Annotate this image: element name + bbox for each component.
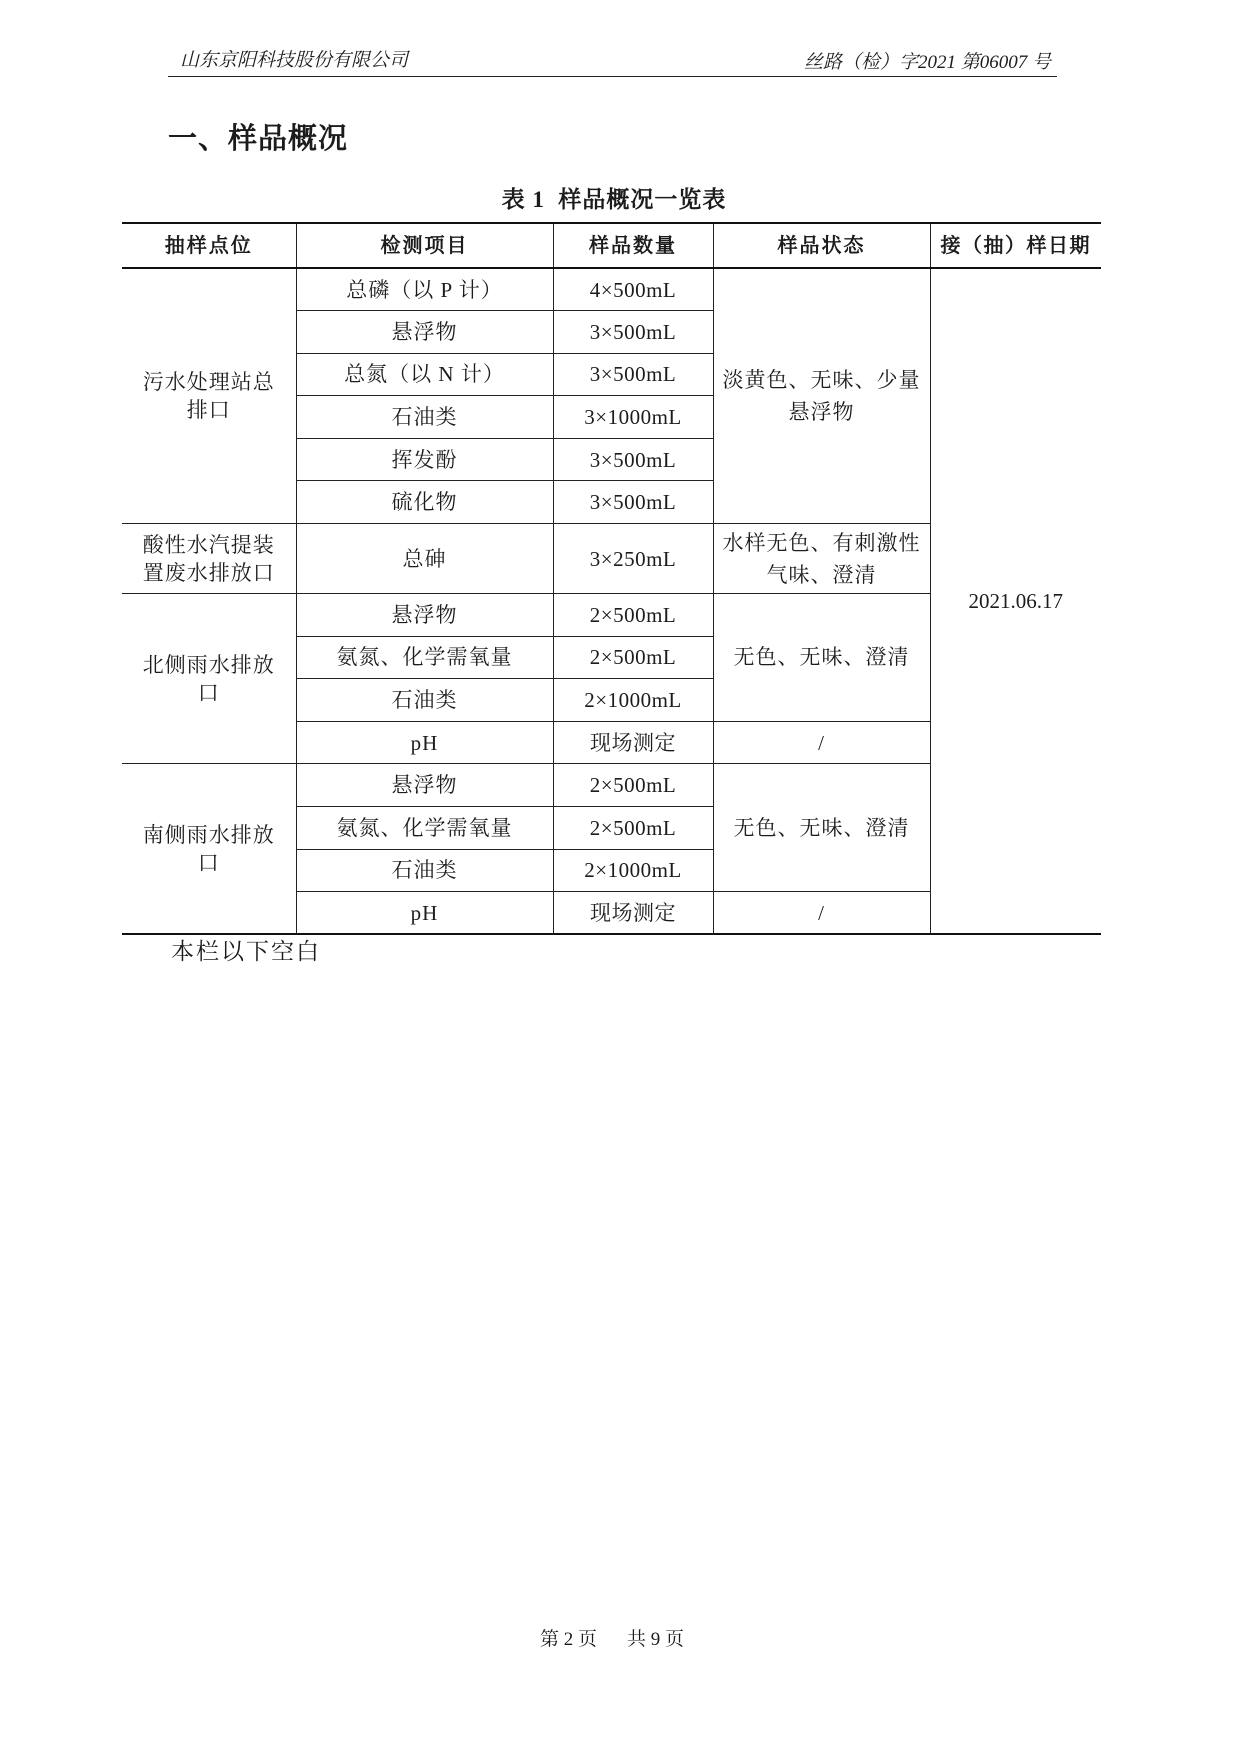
item-cell: 挥发酚 [296, 438, 553, 481]
blank-below-note: 本栏以下空白 [171, 938, 321, 964]
item-cell: 硫化物 [296, 481, 553, 524]
location-cell [122, 594, 296, 764]
location-cell [122, 268, 296, 524]
header-company-name: 山东京阳科技股份有限公司 [180, 50, 409, 71]
item-cell: 悬浮物 [296, 764, 553, 807]
item-cell: 氨氮、化学需氧量 [296, 807, 553, 850]
quantity-cell: 3×500mL [553, 353, 713, 396]
state-cell [713, 594, 930, 722]
item-cell: 石油类 [296, 679, 553, 722]
quantity-cell: 3×500mL [553, 438, 713, 481]
state-label: 无色、无味、澄清 [733, 815, 910, 840]
item-cell: 石油类 [296, 396, 553, 439]
quantity-cell: 现场测定 [553, 892, 713, 935]
section-title: 一、样品概况 [168, 123, 349, 155]
location-label: 北侧雨水排放口 [142, 652, 275, 705]
item-cell: 总氮（以 N 计） [296, 353, 553, 396]
state-cell [713, 764, 930, 892]
col-header-date: 接（抽）样日期 [930, 223, 1101, 268]
col-header-quantity: 样品数量 [553, 223, 713, 268]
page-total: 共 9 页 [627, 1629, 685, 1650]
header-report-number: 丝路（检）字2021 第06007 号 [803, 52, 1051, 73]
location-cell [122, 524, 296, 594]
quantity-cell: 3×1000mL [553, 396, 713, 439]
sample-overview-table [122, 222, 1101, 935]
item-cell: pH [296, 721, 553, 764]
table-header-row [122, 223, 1101, 268]
location-label: 酸性水汽提装置废水排放口 [142, 532, 275, 585]
quantity-cell: 2×1000mL [553, 679, 713, 722]
quantity-cell: 3×500mL [553, 311, 713, 354]
state-label: 淡黄色、无味、少量悬浮物 [722, 368, 921, 425]
item-cell: 石油类 [296, 849, 553, 892]
item-cell: 总砷 [296, 524, 553, 594]
state-label: 水样无色、有刺激性气味、澄清 [722, 530, 921, 587]
quantity-cell: 2×500mL [553, 764, 713, 807]
quantity-cell: 现场测定 [553, 721, 713, 764]
quantity-cell: 2×500mL [553, 807, 713, 850]
quantity-cell: 2×500mL [553, 594, 713, 637]
page-number: 第 2 页 [539, 1629, 597, 1650]
quantity-cell: 2×1000mL [553, 849, 713, 892]
location-label: 南侧雨水排放口 [142, 822, 275, 875]
item-cell: 悬浮物 [296, 311, 553, 354]
item-cell: 总磷（以 P 计） [296, 268, 553, 311]
location-label: 污水处理站总排口 [142, 370, 275, 423]
col-header-location: 抽样点位 [122, 223, 296, 268]
state-cell: / [713, 721, 930, 764]
state-cell: / [713, 892, 930, 935]
quantity-cell: 2×500mL [553, 636, 713, 679]
item-cell: 氨氮、化学需氧量 [296, 636, 553, 679]
col-header-state: 样品状态 [713, 223, 930, 268]
quantity-cell: 3×250mL [553, 524, 713, 594]
state-cell [713, 524, 930, 594]
table-caption: 表 1 样品概况一览表 [501, 187, 727, 212]
sampling-date-cell: 2021.06.17 [930, 268, 1101, 934]
item-cell: 悬浮物 [296, 594, 553, 637]
page-footer [0, 1628, 1224, 1652]
quantity-cell: 4×500mL [553, 268, 713, 311]
location-cell [122, 764, 296, 934]
quantity-cell: 3×500mL [553, 481, 713, 524]
header-divider [168, 76, 1057, 77]
table-row [122, 268, 1101, 311]
item-cell: pH [296, 892, 553, 935]
state-cell [713, 268, 930, 524]
state-label: 无色、无味、澄清 [733, 645, 910, 670]
col-header-item: 检测项目 [296, 223, 553, 268]
